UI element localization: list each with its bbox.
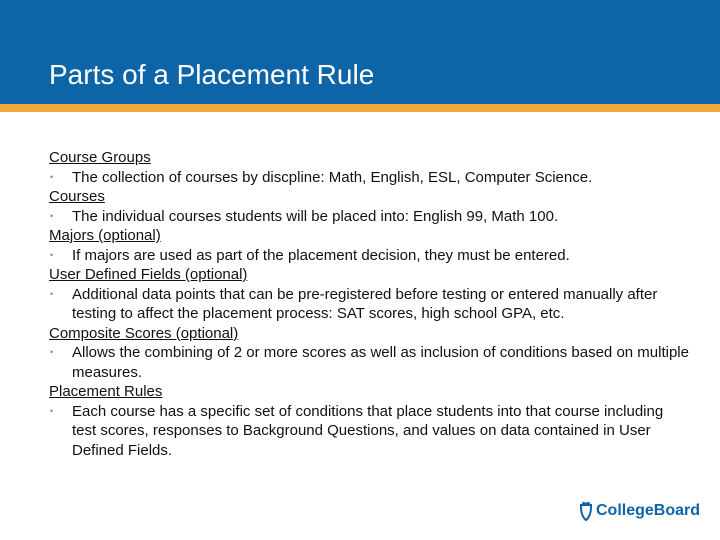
section-user-defined-fields (49, 265, 689, 324)
logo-text: CollegeBoard (596, 502, 701, 519)
bullet-icon: • (50, 288, 54, 299)
bullet-text: Each course has a specific set of conditions that place students into that course including test scores, responses to Background Questions, and values on data contained in User Defined Fields. (72, 402, 664, 459)
bullet-item (49, 246, 689, 266)
title-accent-line (0, 104, 720, 112)
bullet-item (49, 402, 689, 461)
section-heading: Composite Scores (optional) (49, 324, 239, 342)
bullet-item (49, 207, 689, 227)
section-majors (49, 226, 689, 265)
bullet-item (49, 168, 689, 188)
bullet-text: The collection of courses by discpline: Math, English, ESL, Computer Science. (72, 168, 593, 186)
section-heading: Placement Rules (49, 383, 163, 400)
slide-content (49, 148, 689, 460)
acorn-icon (578, 501, 594, 521)
section-heading: Courses (49, 188, 105, 205)
section-composite-scores (49, 324, 689, 383)
bullet-item (49, 285, 689, 324)
bullet-item (49, 343, 689, 382)
title-bar (0, 0, 720, 104)
section-heading: Course Groups (49, 149, 151, 166)
section-placement-rules (49, 382, 689, 460)
slide-title: Parts of a Placement Rule (49, 59, 375, 90)
bullet-text: Additional data points that can be pre-registered before testing or entered manually after testing to affect the placement process: SAT scores, high school GPA, etc. (72, 285, 658, 322)
bullet-icon: • (50, 347, 54, 357)
bullet-icon: • (50, 171, 54, 182)
section-heading: Majors (optional) (49, 227, 161, 244)
bullet-text: The individual courses students will be placed into: English 99, Math 100. (72, 207, 559, 225)
bullet-icon: • (50, 405, 54, 416)
bullet-text: If majors are used as part of the placement decision, they must be entered. (72, 246, 570, 264)
section-heading: User Defined Fields (optional) (49, 266, 248, 283)
collegeboard-logo (578, 500, 700, 522)
bullet-icon: • (50, 249, 54, 260)
bullet-icon: • (50, 210, 54, 221)
section-course-groups (49, 148, 689, 187)
section-courses (49, 187, 689, 226)
bullet-text: Allows the combining of 2 or more scores as well as inclusion of conditions based on multiple measures. (72, 344, 689, 381)
